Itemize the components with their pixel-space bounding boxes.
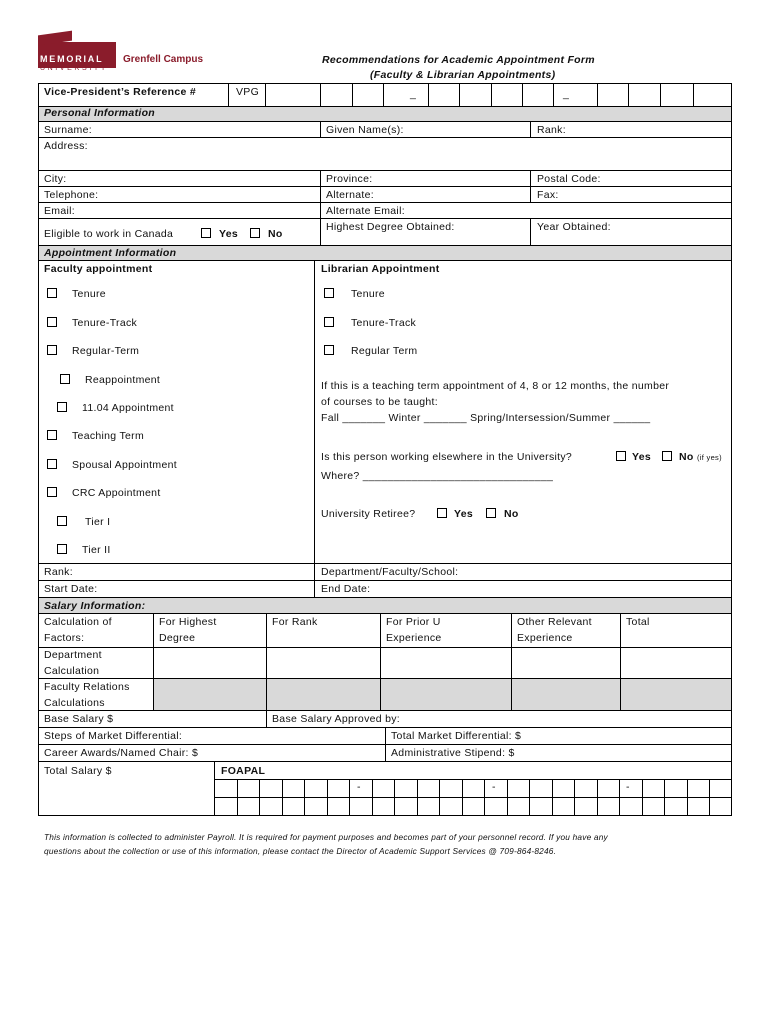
retiree-no-label: No (504, 508, 519, 520)
base-salary-field[interactable]: Base Salary $ (44, 713, 114, 725)
postal-code-field[interactable]: Postal Code: (537, 173, 601, 185)
campus-name: Grenfell Campus (123, 54, 204, 65)
telephone-field[interactable]: Telephone: (44, 189, 99, 201)
elsewhere-yes-label: Yes (632, 451, 652, 463)
foapal-cell-divider (304, 779, 305, 815)
foapal-cell-divider (597, 779, 598, 815)
elsewhere-yes-checkbox[interactable] (616, 451, 626, 461)
tenure-track-checkbox[interactable] (47, 317, 57, 327)
logo-main-text: MEMORIAL (40, 54, 104, 64)
address-field[interactable]: Address: (44, 140, 88, 152)
end-date-field[interactable]: End Date: (321, 583, 371, 595)
market-steps-field[interactable]: Steps of Market Differential: (44, 730, 183, 742)
elsewhere-no-label: No (679, 451, 694, 463)
librarian-tenure-track-label: Tenure-Track (351, 317, 417, 329)
eligible-label: Eligible to work in Canada (44, 228, 174, 240)
vp-reference-prefix: VPG (236, 86, 260, 98)
faculty-relations-line1: Faculty Relations (44, 681, 130, 693)
teaching-term-note-line2: of courses to be taught: (321, 396, 438, 408)
total-market-diff-field[interactable]: Total Market Differential: $ (391, 730, 522, 742)
foapal-cell-divider (237, 779, 238, 815)
tier-1-label: Tier I (85, 516, 111, 528)
foapal-label: FOAPAL (221, 765, 266, 777)
librarian-appointment-heading: Librarian Appointment (321, 263, 440, 275)
librarian-regular-term-label: Regular Term (351, 345, 418, 357)
retiree-yes-checkbox[interactable] (437, 508, 447, 518)
retiree-label: University Retiree? (321, 508, 416, 520)
form-title: Recommendations for Academic Appointment Form (322, 54, 595, 66)
foapal-cell-divider (709, 779, 710, 815)
given-names-field[interactable]: Given Name(s): (326, 124, 404, 136)
foapal-cell-divider (552, 779, 553, 815)
tenure-checkbox[interactable] (47, 288, 57, 298)
foapal-cell-divider (259, 779, 260, 815)
foapal-cell-divider (619, 779, 620, 815)
regular-term-checkbox[interactable] (47, 345, 57, 355)
alternate-phone-field[interactable]: Alternate: (326, 189, 374, 201)
foapal-cell-divider (507, 779, 508, 815)
vp-reference-label: Vice-President’s Reference # (44, 86, 196, 98)
foapal-dash-2: - (492, 781, 496, 793)
elsewhere-no-checkbox[interactable] (662, 451, 672, 461)
reappointment-checkbox[interactable] (60, 374, 70, 384)
librarian-tenure-track-checkbox[interactable] (324, 317, 334, 327)
highest-degree-col-line2: Degree (159, 632, 196, 644)
where-field[interactable]: Where? _______________________________ (321, 470, 554, 482)
career-awards-field[interactable]: Career Awards/Named Chair: $ (44, 747, 199, 759)
retiree-no-checkbox[interactable] (486, 508, 496, 518)
courses-per-term-fields[interactable]: Fall _______ Winter _______ Spring/Intersession/Summer ______ (321, 412, 651, 424)
other-experience-col-line2: Experience (517, 632, 573, 644)
fax-field[interactable]: Fax: (537, 189, 559, 201)
teaching-term-note-line1: If this is a teaching term appointment of 4, 8 or 12 months, the number (321, 380, 670, 392)
working-elsewhere-label: Is this person working elsewhere in the University? (321, 451, 573, 463)
tenure-label: Tenure (72, 288, 106, 300)
eligible-no-label: No (268, 228, 283, 240)
prior-experience-col-line2: Experience (386, 632, 442, 644)
crc-appointment-label: CRC Appointment (72, 487, 161, 499)
privacy-notice-line2: questions about the collection or use of this information, please contact the Director of Academic Support Services @ 709-864-8246. (44, 846, 557, 856)
eligible-no-checkbox[interactable] (250, 228, 260, 238)
for-rank-col: For Rank (272, 616, 318, 628)
foapal-cell-divider (687, 779, 688, 815)
province-field[interactable]: Province: (326, 173, 373, 185)
other-experience-col-line1: Other Relevant (517, 616, 592, 628)
salary-info-heading: Salary Information: (44, 600, 146, 612)
ref-dash-2: _ (563, 88, 570, 100)
appointment-info-heading: Appointment Information (44, 247, 177, 259)
foapal-cell-divider (574, 779, 575, 815)
foapal-cell-divider (372, 779, 373, 815)
appointment-1104-checkbox[interactable] (57, 402, 67, 412)
appointment-rank-field[interactable]: Rank: (44, 566, 73, 578)
retiree-yes-label: Yes (454, 508, 474, 520)
foapal-dash-1: - (357, 781, 361, 793)
spousal-appointment-checkbox[interactable] (47, 459, 57, 469)
foapal-cell-divider (529, 779, 530, 815)
librarian-tenure-checkbox[interactable] (324, 288, 334, 298)
highest-degree-field[interactable]: Highest Degree Obtained: (326, 221, 455, 233)
surname-field[interactable]: Surname: (44, 124, 92, 136)
prior-experience-col-line1: For Prior U (386, 616, 441, 628)
foapal-cell-divider (327, 779, 328, 815)
foapal-cell-divider (417, 779, 418, 815)
city-field[interactable]: City: (44, 173, 67, 185)
faculty-relations-line2: Calculations (44, 697, 105, 709)
librarian-regular-term-checkbox[interactable] (324, 345, 334, 355)
elsewhere-if-yes-note: (if yes) (697, 453, 722, 462)
librarian-tenure-label: Tenure (351, 288, 385, 300)
eligible-yes-checkbox[interactable] (201, 228, 211, 238)
personal-info-heading: Personal Information (44, 107, 156, 119)
total-col: Total (626, 616, 650, 628)
base-salary-approved-field[interactable]: Base Salary Approved by: (272, 713, 401, 725)
privacy-notice-line1: This information is collected to administer Payroll. It is required for payment purposes and becomes part of your personnel record. If you have any (44, 832, 608, 842)
crc-appointment-checkbox[interactable] (47, 487, 57, 497)
foapal-dash-3: - (626, 781, 630, 793)
ref-dash-1: _ (410, 88, 417, 100)
tenure-track-label: Tenure-Track (72, 317, 138, 329)
foapal-cell-divider (394, 779, 395, 815)
foapal-cell-divider (642, 779, 643, 815)
spousal-appointment-label: Spousal Appointment (72, 459, 177, 471)
department-calc-line2: Calculation (44, 665, 100, 677)
total-salary-field[interactable]: Total Salary $ (44, 765, 112, 777)
start-date-field[interactable]: Start Date: (44, 583, 98, 595)
appointment-1104-label: 11.04 Appointment (82, 402, 174, 414)
foapal-cell-divider (439, 779, 440, 815)
tier-1-checkbox[interactable] (57, 516, 67, 526)
reappointment-label: Reappointment (85, 374, 161, 386)
calc-factors-line2: Factors: (44, 632, 85, 644)
tier-2-label: Tier II (82, 544, 111, 556)
foapal-cell-divider (484, 779, 485, 815)
logo-sub-text: UNIVERSITY (40, 65, 109, 72)
foapal-cell-divider (462, 779, 463, 815)
eligible-yes-label: Yes (219, 228, 239, 240)
personal-rank-field[interactable]: Rank: (537, 124, 566, 136)
faculty-appointment-heading: Faculty appointment (44, 263, 153, 275)
foapal-cell-divider (664, 779, 665, 815)
calc-factors-line1: Calculation of (44, 616, 112, 628)
alternate-email-field[interactable]: Alternate Email: (326, 205, 405, 217)
highest-degree-col-line1: For Highest (159, 616, 217, 628)
year-obtained-field[interactable]: Year Obtained: (537, 221, 611, 233)
form-subtitle: (Faculty & Librarian Appointments) (370, 69, 556, 81)
tier-2-checkbox[interactable] (57, 544, 67, 554)
teaching-term-checkbox[interactable] (47, 430, 57, 440)
regular-term-label: Regular-Term (72, 345, 140, 357)
department-field[interactable]: Department/Faculty/School: (321, 566, 459, 578)
teaching-term-label: Teaching Term (72, 430, 144, 442)
email-field[interactable]: Email: (44, 205, 75, 217)
department-calc-line1: Department (44, 649, 102, 661)
foapal-cell-divider (282, 779, 283, 815)
foapal-cell-divider (349, 779, 350, 815)
admin-stipend-field[interactable]: Administrative Stipend: $ (391, 747, 515, 759)
